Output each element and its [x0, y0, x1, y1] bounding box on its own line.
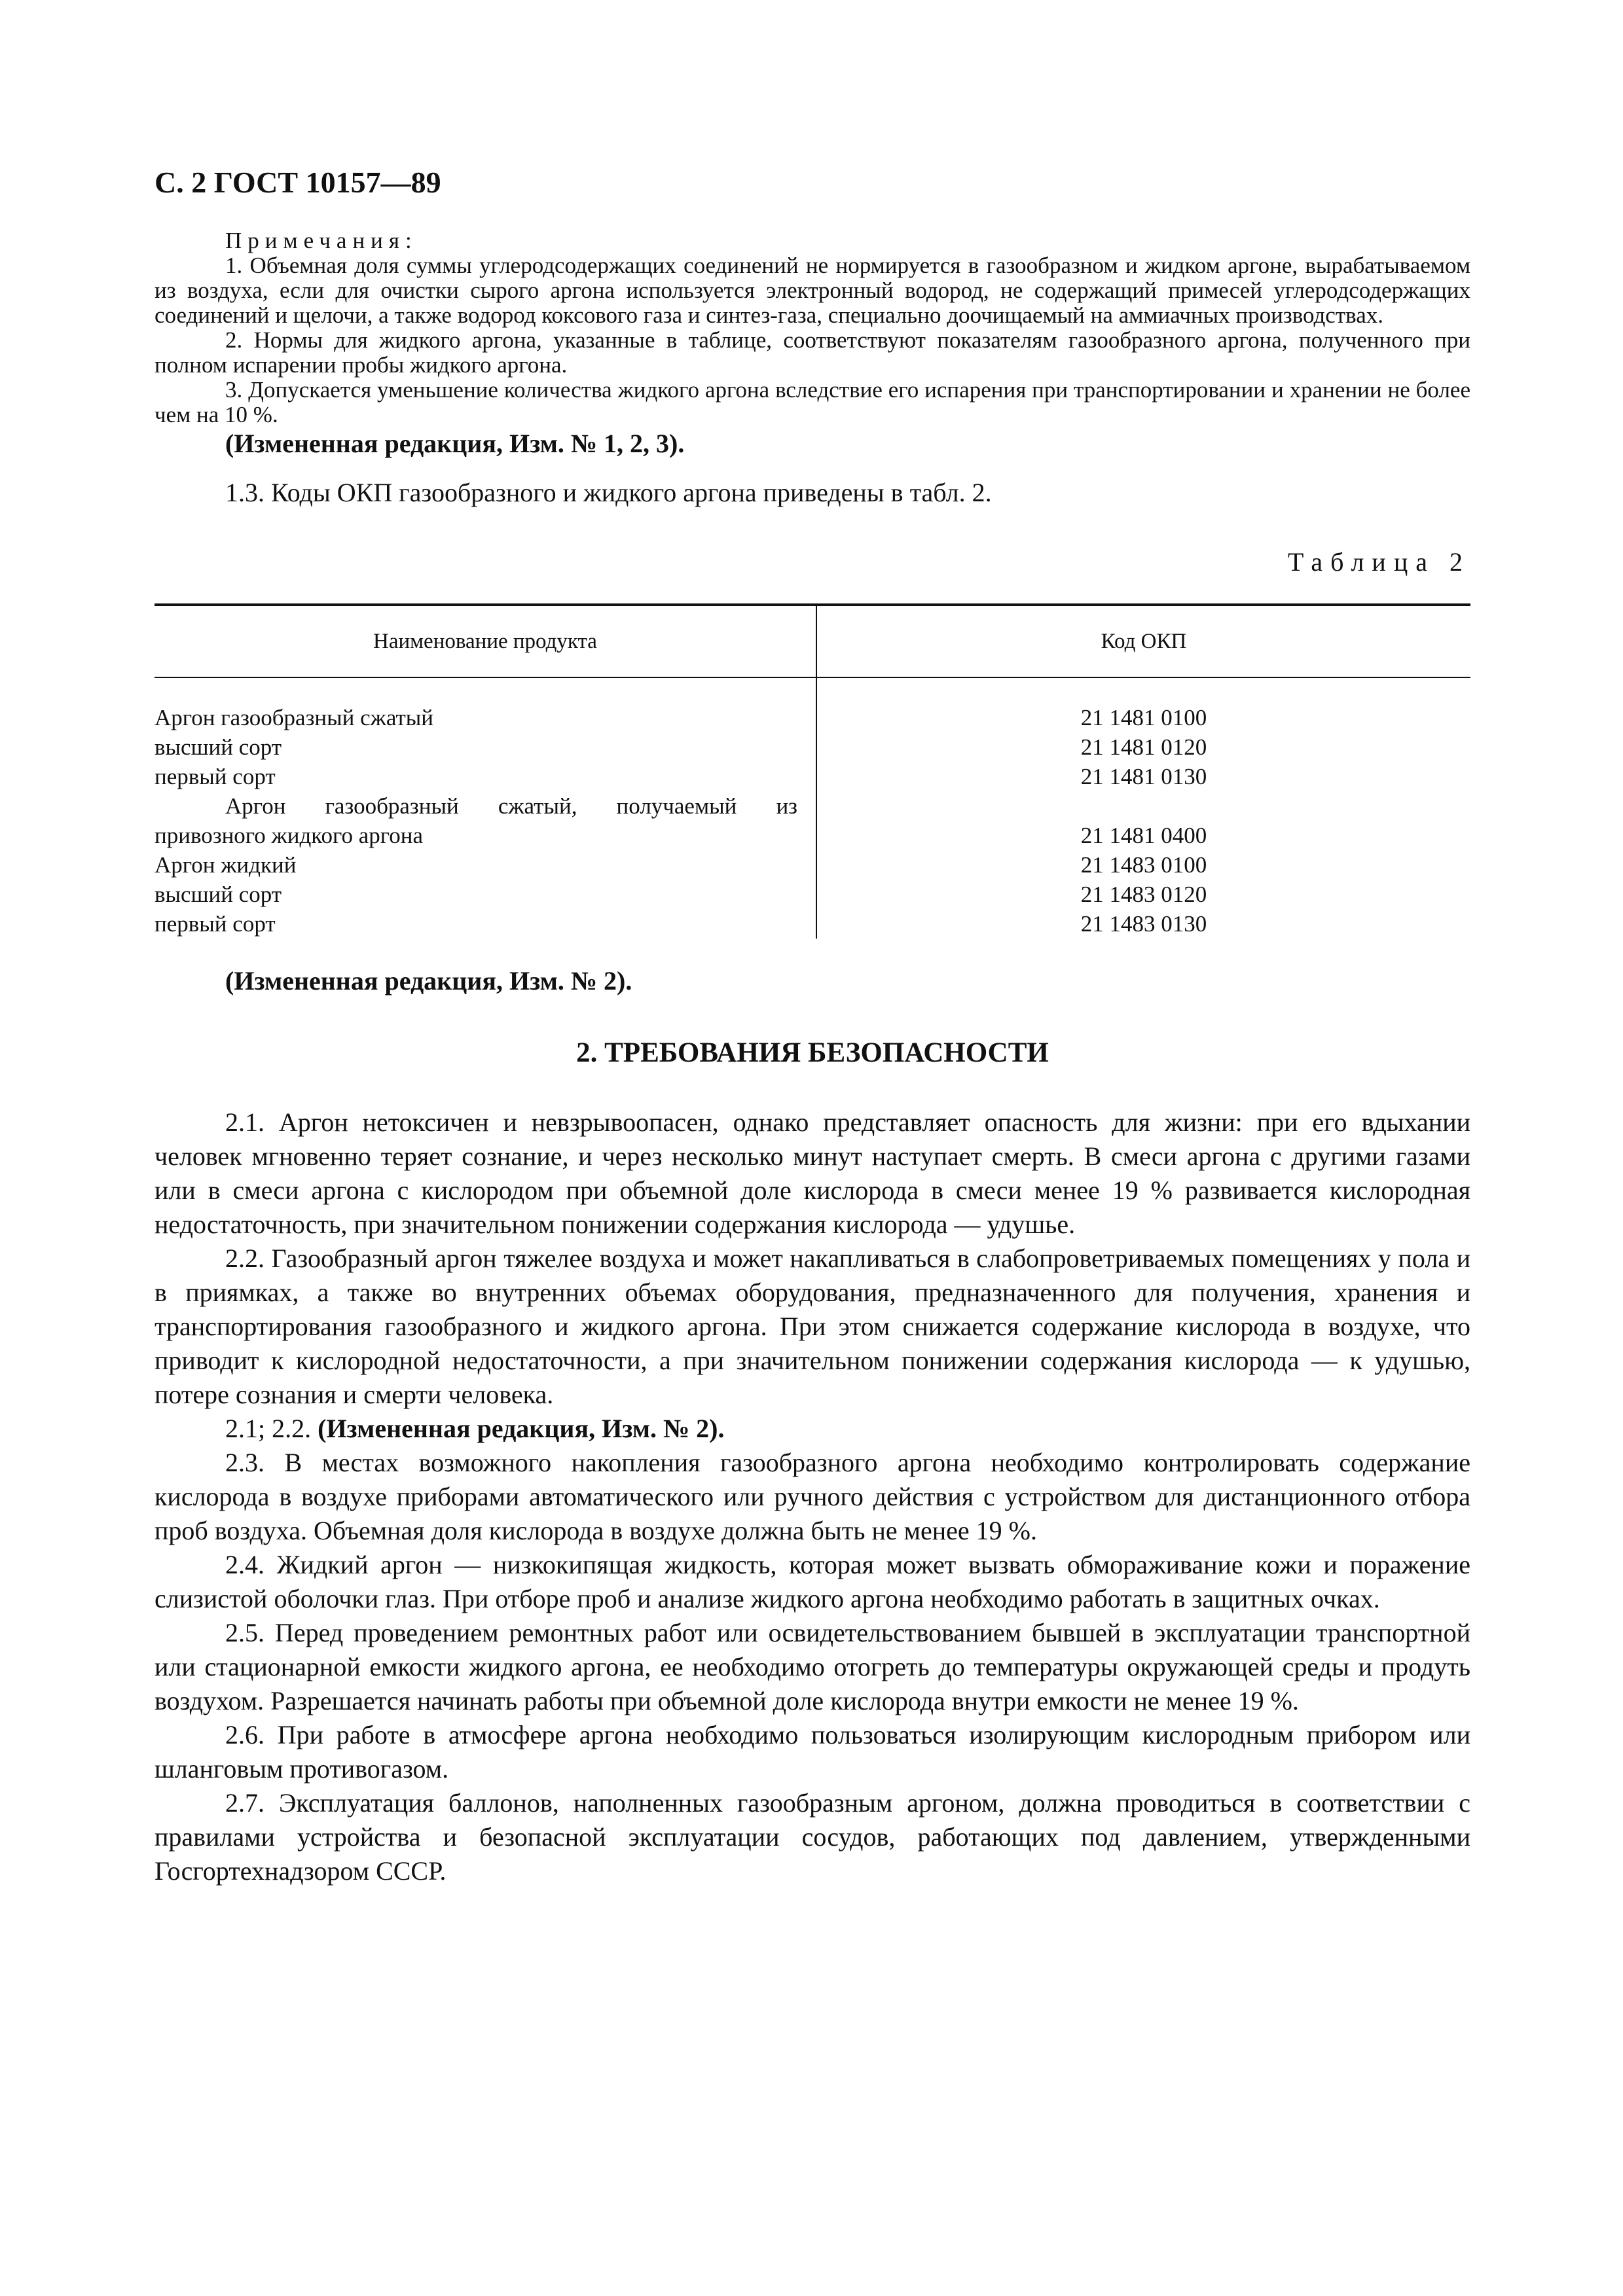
table-header-row: [155, 605, 1470, 677]
paragraph-2-6: 2.6. При работе в атмосфере аргона необходимо пользоваться изолирующим кислородным прибором или шланговым противогазом.: [155, 1720, 1470, 1784]
okp-code: 21 1481 0100: [1080, 705, 1207, 730]
table-row: [155, 677, 1470, 732]
okp-code: 21 1483 0130: [1080, 911, 1207, 937]
note-1: 1. Объемная доля суммы углеродсодержащих соединений не нормируется в газообразном и жидком аргоне, вырабатываемом из воздуха, если для очистки сырого аргона используется электронный водород, не содержащий примесей углеродсодержащих соединений и щелочи, а также водород коксового газа и синтез-газа, специально доочищаемый на аммиачных производствах.: [155, 253, 1470, 328]
paragraph-2-1: 2.1. Аргон нетоксичен и невзрывоопасен, однако представляет опасность для жизни: при его вдыхании человек мгновенно теряет сознание, и через несколько минут наступает смерть. В смеси аргона с другими газами или в смеси аргона с кислородом при объемной доле кислорода в смеси менее 19 % развивается кислородная недостаточность, при значительном понижении содержания кислорода — удушье.: [155, 1107, 1470, 1239]
okp-code: 21 1483 0100: [1080, 852, 1207, 878]
table-row: [155, 791, 1470, 850]
product-name: первый сорт: [155, 762, 816, 791]
table-row: [155, 909, 1470, 939]
table-row: [155, 850, 1470, 880]
okp-code: 21 1481 0120: [1080, 734, 1207, 760]
note-2: 2. Нормы для жидкого аргона, указанные в таблице, соответствуют показателям газообразного аргона, полученного при полном испарении пробы жидкого аргона.: [155, 327, 1470, 378]
product-name: Аргон жидкий: [155, 850, 816, 880]
product-name: высший сорт: [155, 880, 816, 909]
table-row: [155, 732, 1470, 762]
paragraph-ref: 2.1; 2.2.: [225, 1414, 312, 1443]
section-body: [155, 1105, 1470, 1888]
section-title: 2. ТРЕБОВАНИЯ БЕЗОПАСНОСТИ: [576, 1037, 1049, 1068]
edit-note-3: (Измененная редакция, Изм. № 2).: [318, 1414, 725, 1443]
edit-note-2: (Измененная редакция, Изм. № 2).: [225, 966, 632, 996]
notes-title: Примечания:: [225, 228, 418, 253]
product-name: Аргон газообразный сжатый: [155, 677, 816, 732]
product-name-line-2: привозного жидкого аргона: [155, 823, 424, 848]
header-product-name: Наименование продукта: [155, 605, 816, 677]
page-header: С. 2 ГОСТ 10157—89: [155, 166, 441, 199]
paragraph-1-3: 1.3. Коды ОКП газообразного и жидкого аргона приведены в табл. 2.: [225, 478, 992, 507]
table-row: [155, 762, 1470, 791]
okp-codes-table: [155, 603, 1470, 939]
paragraph-2-1-2-edit: [155, 1412, 1470, 1446]
paragraph-2-2: 2.2. Газообразный аргон тяжелее воздуха и может накапливаться в слабопроветриваемых помещениях у пола и в приямках, а также во внутренних объемах оборудования, предназначенного для получения, хранения и транспортирования газообразного и жидкого аргона. При этом снижается содержание кислорода в воздухе, что приводит к кислородной недостаточности, а при значительном понижении содержания кислорода — к удушью, потере сознания и смерти человека.: [155, 1244, 1470, 1409]
okp-code: 21 1481 0130: [1080, 764, 1207, 789]
product-name: первый сорт: [155, 909, 816, 939]
edit-note-1: (Измененная редакция, Изм. № 1, 2, 3).: [225, 429, 685, 458]
paragraph-2-7: 2.7. Эксплуатация баллонов, наполненных газообразным аргоном, должна проводиться в соответствии с правилами устройства и безопасной эксплуатации сосудов, работающих под давлением, утвержденными Госгортехнадзором СССР.: [155, 1788, 1470, 1886]
note-3: 3. Допускается уменьшение количества жидкого аргона вследствие его испарения при транспортировании и хранении не более чем на 10 %.: [155, 377, 1470, 427]
paragraph-2-4: 2.4. Жидкий аргон — низкокипящая жидкость, которая может вызвать обмораживание кожи и поражение слизистой оболочки глаз. При отборе проб и анализе жидкого аргона необходимо работать в защитных очках.: [155, 1550, 1470, 1613]
table-caption: Таблица 2: [1287, 547, 1470, 577]
document-page: [155, 165, 1470, 1888]
notes-block: [155, 228, 1470, 427]
header-okp-code: Код ОКП: [816, 605, 1470, 677]
paragraph-2-3: 2.3. В местах возможного накопления газообразного аргона необходимо контролировать содержание кислорода в воздухе приборами автоматического или ручного действия с устройством для дистанционного отбора проб воздуха. Объемная доля кислорода в воздухе должна быть не менее 19 %.: [155, 1448, 1470, 1545]
product-name-line-1: Аргон газообразный сжатый, получаемый из: [225, 793, 797, 819]
paragraph-2-5: 2.5. Перед проведением ремонтных работ или освидетельствованием бывшей в эксплуатации транспортной или стационарной емкости жидкого аргона, ее необходимо отогреть до температуры окружающей среды и продуть воздухом. Разрешается начинать работы при объемной доле кислорода внутри емкости не менее 19 %.: [155, 1618, 1470, 1715]
product-name: высший сорт: [155, 732, 816, 762]
okp-code: 21 1481 0400: [1080, 823, 1207, 848]
table-row: [155, 880, 1470, 909]
okp-code: 21 1483 0120: [1080, 882, 1207, 907]
product-name: [155, 791, 816, 850]
